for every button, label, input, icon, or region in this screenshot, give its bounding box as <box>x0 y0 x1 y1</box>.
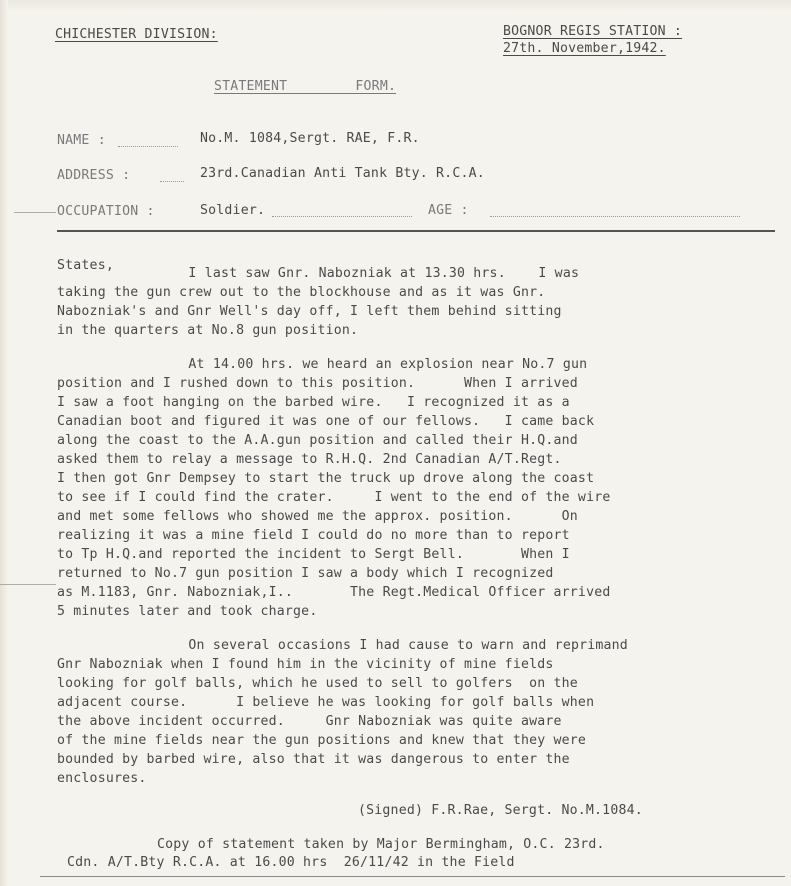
body-line: enclosures. <box>57 771 147 786</box>
name-dotted-line <box>118 146 178 147</box>
station-heading: BOGNOR REGIS STATION : <box>503 24 683 39</box>
body-line: Nabozniak's and Gnr Well's day off, I left them behind sitting <box>57 304 562 319</box>
statement-date: 27th. November,1942. <box>503 41 666 56</box>
name-label: NAME : <box>57 133 106 148</box>
occupation-label: OCCUPATION : <box>57 204 155 219</box>
age-label: AGE : <box>428 203 469 218</box>
statement-opening: States, <box>57 258 114 273</box>
name-value: No.M. 1084,Sergt. RAE, F.R. <box>200 131 420 146</box>
body-line: Gnr Nabozniak when I found him in the vicinity of mine fields <box>57 657 554 672</box>
body-line: taking the gun crew out to the blockhouse and as it was Gnr. <box>57 285 546 300</box>
body-line: to see if I could find the crater. I went to the end of the wire <box>57 490 611 505</box>
signature-line: (Signed) F.R.Rae, Sergt. No.M.1084. <box>358 803 643 818</box>
body-line: in the quarters at No.8 gun position. <box>57 323 359 338</box>
body-line: returned to No.7 gun position I saw a body which I recognized <box>57 566 554 581</box>
occupation-value: Soldier. <box>200 203 266 218</box>
body-line: looking for golf balls, which he used to sell to golfers on the <box>57 676 578 691</box>
body-line: 5 minutes later and took charge. <box>57 604 318 619</box>
body-line: I then got Gnr Dempsey to start the truck up drove along the coast <box>57 471 595 486</box>
body-line: and met some fellows who showed me the approx. position. On <box>57 509 578 524</box>
body-line: as M.1183, Gnr. Nabozniak,I.. The Regt.Medical Officer arrived <box>57 585 611 600</box>
body-line: I saw a foot hanging on the barbed wire. I recognized it as a <box>57 395 570 410</box>
division-heading: CHICHESTER DIVISION: <box>55 27 218 42</box>
body-line: position and I rushed down to this position. When I arrived <box>57 376 578 391</box>
body-line: bounded by barbed wire, also that it was dangerous to enter the <box>57 752 570 767</box>
paper-top-edge <box>0 0 791 12</box>
carbon-mark <box>0 584 56 585</box>
body-line: At 14.00 hrs. we heard an explosion near No.7 gun <box>107 357 588 372</box>
body-line: Canadian boot and figured it was one of our fellows. I came back <box>57 414 595 429</box>
age-dotted-line <box>490 216 740 217</box>
body-line: of the mine fields near the gun positions and knew that they were <box>57 733 587 748</box>
address-value: 23rd.Canadian Anti Tank Bty. R.C.A. <box>200 166 485 181</box>
occupation-dotted-line <box>272 216 412 217</box>
body-line: On several occasions I had cause to warn and reprimand <box>107 638 628 653</box>
footer-note-line: Copy of statement taken by Major Bermingham, O.C. 23rd. <box>157 837 605 852</box>
body-line: realizing it was a mine field I could do no more than to report <box>57 528 570 543</box>
header-divider <box>57 230 775 232</box>
body-line: the above incident occurred. Gnr Nabozniak was quite aware <box>57 714 562 729</box>
bottom-rule <box>40 876 785 877</box>
body-line: along the coast to the A.A.gun position and called their H.Q.and <box>57 433 578 448</box>
body-line: to Tp H.Q.and reported the incident to Sergt Bell. When I <box>57 547 570 562</box>
footer-note-line: Cdn. A/T.Bty R.C.A. at 16.00 hrs 26/11/42 in the Field <box>67 855 515 870</box>
body-line: asked them to relay a message to R.H.Q. 2nd Canadian A/T.Regt. <box>57 452 562 467</box>
form-title: STATEMENT FORM. <box>214 79 397 94</box>
body-line: I last saw Gnr. Nabozniak at 13.30 hrs. I was <box>107 266 580 281</box>
paper-left-edge <box>0 0 8 886</box>
address-label: ADDRESS : <box>57 168 131 183</box>
address-dotted-line <box>160 181 184 182</box>
carbon-mark <box>14 212 56 213</box>
body-line: adjacent course. I believe he was looking for golf balls when <box>57 695 595 710</box>
